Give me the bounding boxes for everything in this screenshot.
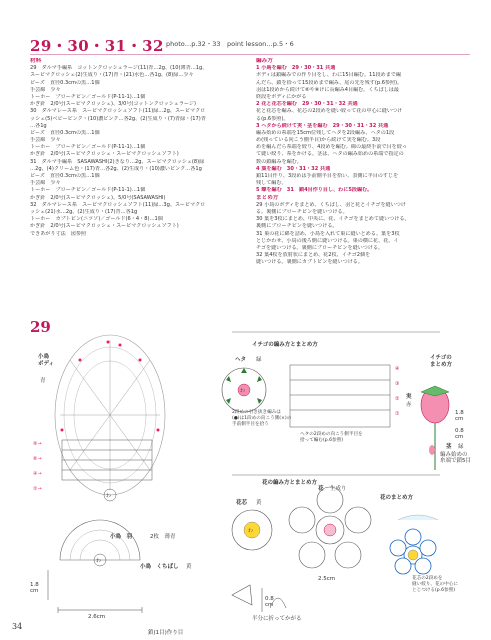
label-bird-beak-color: 黄 xyxy=(186,564,192,570)
text-line: トーホー ブローチピン／ゴールド(P-11-1)…1個 xyxy=(30,144,146,151)
text-line: 羽は1段めから続けて⑥や⑧けに長編み4目編む。くちばしは最 xyxy=(256,86,399,93)
label-beads-note: 鎖(1目)作り目 xyxy=(148,630,184,636)
text-line: る(p.6参照)。 xyxy=(256,115,289,122)
text-line: 花と花芯を編み、花芯の2段めを縫い絞って花の中心に縫いつけ xyxy=(256,108,403,115)
text-line: ビーズ 直径0.3cmの黒…1個 xyxy=(30,129,100,136)
svg-text:わ: わ xyxy=(106,493,112,499)
text-line: 30 ダルマレース糸 スーピマクロッシュソフト(11)緑…2g、スーピマクロ xyxy=(30,108,206,115)
label-kashin-color: 黄 xyxy=(256,500,262,506)
label-flower-title: 花の編み方とまとめ方 xyxy=(262,480,318,486)
text-line: トーホー ブローチピン／ゴールド(P-11-1)…1個 xyxy=(30,93,146,100)
label-dim-0-8-strawberry: 0.8 cm xyxy=(455,428,464,440)
text-line: 裏側にブローチピンを縫いつける。 xyxy=(256,223,338,230)
label-dim-0-8-beak: 0.8 cm xyxy=(265,596,274,608)
text-line: …各1g xyxy=(30,122,47,129)
text-line: 材料 xyxy=(30,58,42,64)
label-dim-2-5: 2.5cm xyxy=(318,576,336,582)
svg-text:②: ② xyxy=(395,396,400,402)
text-line: め(残っている向こう側半目)から続けて実を編む。3段 xyxy=(256,137,381,144)
text-line: 縫いつける。裏側にカブトピンを縫いつける。 xyxy=(256,259,363,266)
svg-text:④→: ④→ xyxy=(33,471,42,477)
text-line: 5 蝶を編む 31 鎖4目作り目し、わに5段編む。 xyxy=(256,187,373,194)
label-strawberry-title: イチゴの編み方とまとめ方 xyxy=(252,342,318,348)
text-line: 数の鎖編みを編む。 xyxy=(256,158,302,165)
text-line: かぎ針 2/0号(スーピマクロッシェ・スーピマクロッシュソフト) xyxy=(30,151,179,158)
text-line: 29 小鳥のボディをまとめ、くちばし、羽と花とイチゴを縫いつけ xyxy=(256,201,406,208)
label-flower-assembly: 花のまとめ方 xyxy=(380,495,414,501)
text-line: て縫い絞り、糸をかける。茎は、ヘタの編み始めの糸端で指定の xyxy=(256,151,404,158)
text-line: 編み方 xyxy=(256,58,273,64)
text-line: めを編んだら糸端を絞り、4段めを編む。綿の最終手前で目を絞っ xyxy=(256,144,407,151)
photo-reference: photo…p.32・33 point lesson…p.5・6 xyxy=(166,40,294,48)
text-line: 手芸綿 少々 xyxy=(30,86,61,93)
text-line: とじかわせ、小鳥の後ろ側に縫いつける。巣の横に花、花、イ xyxy=(256,237,399,244)
text-line: 鎖11目作り、3段めは手前側半目を拾い、表側に半目のすじを xyxy=(256,173,399,179)
label-dim-1-8-bird: 1.8 cm xyxy=(30,582,39,594)
label-bird-body-color: 青 xyxy=(40,378,46,384)
label-kuki-color: 緑 xyxy=(458,444,464,450)
text-line: トーホー ブローチピン／ゴールド(P-11-1)…1個 xyxy=(30,187,146,194)
text-line: 2 花と花芯を編む 29・30・31・32 共通 xyxy=(256,101,358,108)
text-line: 手芸綿 少々 xyxy=(30,137,61,144)
label-kuki: 茎 xyxy=(446,444,452,450)
text-line: …2g、(4)クリーム色・(17)青…各2g、(2)生成り・(10)濃いピンク…各1g xyxy=(30,165,202,172)
svg-text:②→: ②→ xyxy=(33,486,42,492)
text-line: 残して編む。 xyxy=(256,180,287,187)
strawberry-chart xyxy=(222,332,449,470)
label-kashin: 花芯 xyxy=(236,500,248,506)
label-fold-note: 半分に折ってかがる xyxy=(252,616,302,622)
label-note-2dan: 2段めの引き抜き編みは (●)は1段めの向こう側(×)の 手前側半目を拾う xyxy=(232,410,292,427)
text-line: かぎ針 2/0号(スーピマクロッシェ・スーピマクロッシュソフト) xyxy=(30,223,179,230)
svg-text:①: ① xyxy=(395,411,400,417)
page-title: 29・30・31・32 xyxy=(30,37,164,55)
page-number: 34 xyxy=(12,622,23,631)
text-line: できあがり寸法 図参照 xyxy=(30,230,87,237)
text-line: ッシェ(21)水…2g、(2)生成り・(17)青…各1g xyxy=(30,208,138,215)
label-bird-wing-count: 2枚 薄青 xyxy=(150,534,176,540)
text-line: 29 ダルマ手編糸 コットンクロッシェラージ(11)青…2g、(10)薄青…1g、 xyxy=(30,65,208,72)
label-bird-beak: 小鳥 くちばし xyxy=(140,564,179,570)
label-bird-wing: 小鳥 羽 xyxy=(110,534,133,540)
text-line: かぎ針 2/0号(スーピマクロッシェ)、5/0号(SASAWASHI) xyxy=(30,194,166,201)
text-line: 31 巣の花に綿を詰め、小鳥を入れて巣に縫いとめる。葉を3枚 xyxy=(256,230,400,237)
text-line: 30 葉を3枚にまとめ、中央に、花、イチゴをまとめて縫いつける。 xyxy=(256,216,410,223)
label-hana: 花 xyxy=(318,486,324,492)
section-number: 29 xyxy=(30,318,51,336)
label-flower-note: 花芯の2段めを 縫い絞り、花の中心に とじつける(p.6参照) xyxy=(412,576,458,593)
text-line: チゴを縫いつける。裏側にブローチピンを縫いつける。 xyxy=(256,244,384,251)
text-line: んだら、鎖を拾って15段めまで編み、尾の先を残す(p.6参照)。 xyxy=(256,79,403,86)
label-bird-body: 小鳥 ボディ xyxy=(38,354,55,367)
label-heta: ヘタ xyxy=(235,357,247,363)
svg-text:④: ④ xyxy=(395,366,400,372)
text-line: 1 小鳥を編む 29・30・31 共通 xyxy=(256,65,336,72)
svg-text:わ: わ xyxy=(240,388,246,394)
text-line: ボディは鎖編みでの作り目をし、わに15目編む。11段めまで編 xyxy=(256,72,401,79)
text-line: まとめ方 xyxy=(256,194,279,201)
svg-text:⑧→: ⑧→ xyxy=(33,441,42,447)
text-line: 手芸綿 少々 xyxy=(30,180,61,187)
text-line: ビーズ 直径0.3cmの黒…1個 xyxy=(30,79,100,86)
svg-text:わ: わ xyxy=(248,528,254,534)
text-line: 31 ダルマ手編糸 SASAWASHI(2)きなり…2g、スーピマクロッシェ(8)緑 xyxy=(30,158,205,165)
text-line: 4 葉を編む 30・31・32 共通 xyxy=(256,165,331,172)
text-line: 編み始めの糸端を15cm位残してヘタを2段編み、ヘタの1段 xyxy=(256,129,395,136)
text-line: 終段をボディにかがる xyxy=(256,93,307,100)
text-line: 32 ダルマレース糸 スーピマクロッシュソフト(11)緑…3g、スーピマクロ xyxy=(30,201,206,208)
text-line: ビーズ 直径0.3cmの黒…1個 xyxy=(30,173,100,179)
label-strawberry-assembly: イチゴの まとめ方 xyxy=(430,355,453,368)
label-note-heta: ヘタの2段めの向こう側半目を 拾って編む(p.6参照) xyxy=(300,432,363,443)
label-dim-1-8: 1.8 cm xyxy=(455,410,464,422)
label-mi: 実 xyxy=(406,394,412,400)
text-line: スーピマクロッシェ(2)生成り・(17)青・(21)水色…各1g、(8)緑…少々 xyxy=(30,72,194,79)
text-line: かぎ針 2/0号(スーピマクロッシェ)、3/0号(コットンクロッシェラージ) xyxy=(30,101,197,108)
label-heta-color: 緑 xyxy=(256,357,262,363)
svg-text:⑥→: ⑥→ xyxy=(33,456,42,462)
text-line: 32 葉4枚を放射状にまとめ、花2枚、イチゴ2個を xyxy=(256,252,371,259)
svg-text:わ: わ xyxy=(96,558,102,564)
text-line: トーホー カブトピン(ニツソ)／ゴールド(6・4・8)…1個 xyxy=(30,216,163,223)
label-mi-color: 赤 xyxy=(406,402,412,408)
text-line: る。裏側にブローチピンを縫いつける。 xyxy=(256,208,348,215)
bird-beak-chart xyxy=(232,585,286,612)
label-hana-color: 生成り xyxy=(330,486,347,492)
svg-text:③: ③ xyxy=(395,381,400,387)
text-line: 3 ヘタから続けて実・茎を編む 29・30・31・32 共通 xyxy=(256,122,389,129)
label-dim-2-6: 2.6cm xyxy=(88,614,106,620)
label-kuki-note: 編み始めの 糸端で鎖5目 xyxy=(440,452,471,464)
text-line: ッシェ(5)ベビーピンク・(10)濃ピンク…各2g、(2)生成り・(7)青緑・(17)青 xyxy=(30,115,206,122)
